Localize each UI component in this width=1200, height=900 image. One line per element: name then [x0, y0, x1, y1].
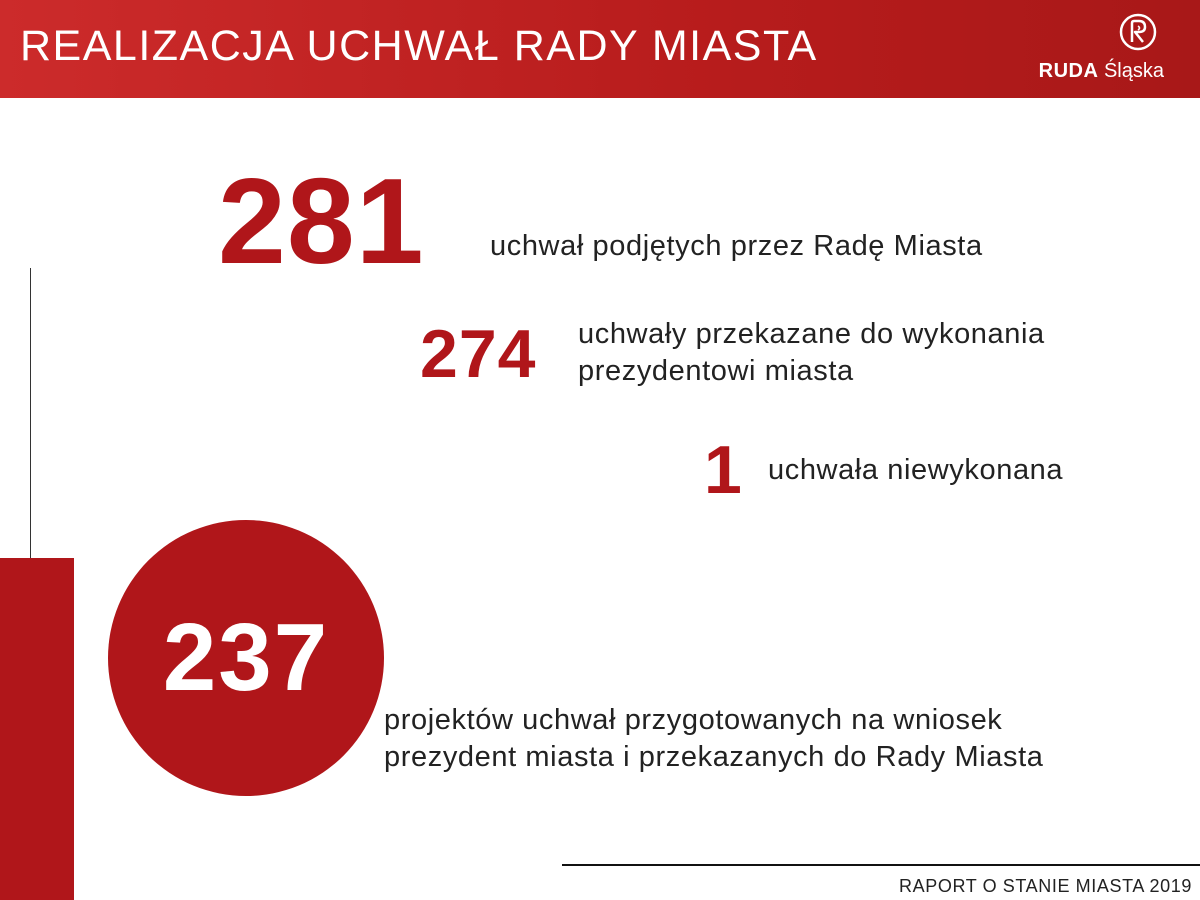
left-accent-bar	[0, 558, 74, 900]
logo-regular-text: Śląska	[1103, 60, 1164, 82]
highlight-line-1: projektów uchwał przygotowanych na wniosek	[384, 704, 1003, 736]
logo-wordmark	[1039, 60, 1164, 82]
highlight-circle	[108, 520, 384, 796]
logo-bold-text: RUDA	[1038, 60, 1099, 82]
page-title: REALIZACJA UCHWAŁ RADY MIASTA	[20, 22, 818, 70]
stat-unexecuted-label	[768, 452, 1063, 489]
highlight-value: 237	[162, 604, 330, 711]
header-banner	[0, 0, 1200, 98]
stat-unexecuted-line-1: uchwała niewykonana	[768, 454, 1064, 486]
ruda-slaska-logo	[1014, 12, 1164, 88]
stat-delegated-line-1: uchwały przekazane do wykonania	[578, 318, 1045, 350]
footer-divider	[562, 864, 1200, 866]
stat-adopted-line-1: uchwał podjętych przez Radę Miasta	[490, 230, 983, 262]
footer-caption: RAPORT O STANIE MIASTA 2019	[899, 876, 1192, 896]
stat-adopted-label	[490, 228, 983, 265]
stat-delegated-line-2: prezydentowi miasta	[578, 355, 854, 387]
stat-adopted-value: 281	[218, 153, 425, 289]
stat-unexecuted-value: 1	[704, 432, 742, 508]
city-emblem-icon	[1118, 12, 1158, 52]
vertical-divider	[30, 268, 31, 560]
stat-delegated-label	[578, 316, 1045, 390]
highlight-label	[384, 702, 1043, 776]
stat-delegated-value: 274	[420, 316, 537, 392]
highlight-line-2: prezydent miasta i przekazanych do Rady Miasta	[384, 741, 1044, 773]
